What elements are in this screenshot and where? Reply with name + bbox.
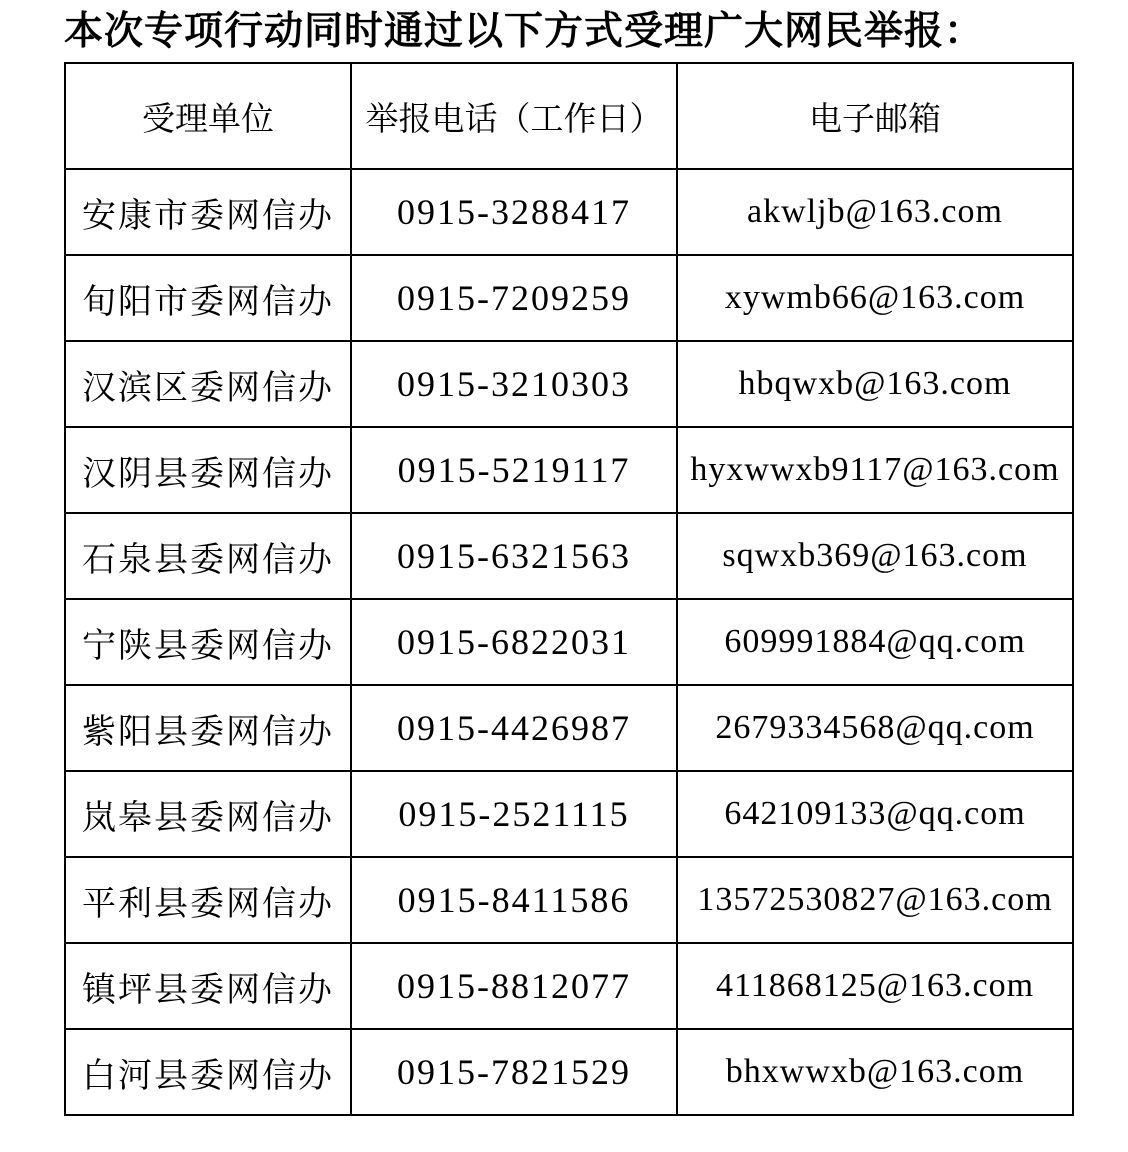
phone-cell: 0915-7821529: [351, 1029, 677, 1115]
email-cell: akwljb@163.com: [677, 169, 1073, 255]
unit-cell: 汉阴县委网信办: [65, 427, 351, 513]
email-cell: bhxwwxb@163.com: [677, 1029, 1073, 1115]
unit-cell: 镇坪县委网信办: [65, 943, 351, 1029]
table-row: [65, 513, 1073, 599]
header-email: 电子邮箱: [677, 63, 1073, 169]
unit-cell: 白河县委网信办: [65, 1029, 351, 1115]
email-cell: hbqwxb@163.com: [677, 341, 1073, 427]
email-cell: 609991884@qq.com: [677, 599, 1073, 685]
unit-cell: 宁陕县委网信办: [65, 599, 351, 685]
email-cell: sqwxb369@163.com: [677, 513, 1073, 599]
phone-cell: 0915-2521115: [351, 771, 677, 857]
unit-cell: 石泉县委网信办: [65, 513, 351, 599]
phone-cell: 0915-3210303: [351, 341, 677, 427]
table-row: [65, 169, 1073, 255]
table-header-row: [65, 63, 1073, 169]
email-cell: 13572530827@163.com: [677, 857, 1073, 943]
phone-cell: 0915-3288417: [351, 169, 677, 255]
phone-cell: 0915-8411586: [351, 857, 677, 943]
email-cell: xywmb66@163.com: [677, 255, 1073, 341]
phone-cell: 0915-6822031: [351, 599, 677, 685]
table-row: [65, 943, 1073, 1029]
phone-cell: 0915-8812077: [351, 943, 677, 1029]
table-row: [65, 1029, 1073, 1115]
unit-cell: 安康市委网信办: [65, 169, 351, 255]
header-unit: 受理单位: [65, 63, 351, 169]
unit-cell: 岚皋县委网信办: [65, 771, 351, 857]
page-title: 本次专项行动同时通过以下方式受理广大网民举报：: [64, 10, 985, 53]
email-cell: 411868125@163.com: [677, 943, 1073, 1029]
table-row: [65, 255, 1073, 341]
unit-cell: 汉滨区委网信办: [65, 341, 351, 427]
table-row: [65, 685, 1073, 771]
phone-cell: 0915-7209259: [351, 255, 677, 341]
email-cell: 642109133@qq.com: [677, 771, 1073, 857]
phone-cell: 0915-4426987: [351, 685, 677, 771]
table-row: [65, 771, 1073, 857]
phone-cell: 0915-5219117: [351, 427, 677, 513]
phone-cell: 0915-6321563: [351, 513, 677, 599]
unit-cell: 紫阳县委网信办: [65, 685, 351, 771]
header-phone: 举报电话（工作日）: [351, 63, 677, 169]
table-row: [65, 857, 1073, 943]
email-cell: hyxwwxb9117@163.com: [677, 427, 1073, 513]
unit-cell: 平利县委网信办: [65, 857, 351, 943]
table-row: [65, 341, 1073, 427]
email-cell: 2679334568@qq.com: [677, 685, 1073, 771]
unit-cell: 旬阳市委网信办: [65, 255, 351, 341]
table-row: [65, 427, 1073, 513]
table-row: [65, 599, 1073, 685]
report-contacts-table: [64, 62, 1074, 1116]
